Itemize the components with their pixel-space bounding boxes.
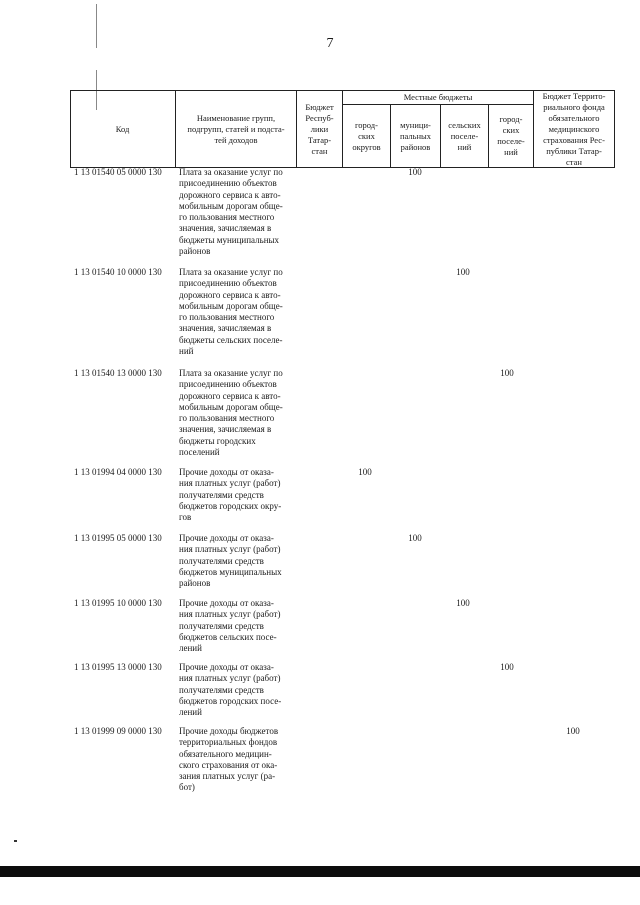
row-value: 100 (500, 368, 514, 378)
row-code: 1 13 01999 09 0000 130 (74, 726, 162, 736)
row-code: 1 13 01994 04 0000 130 (74, 467, 162, 477)
row-name: Прочие доходы бюджетов территориальных фондов обязательного медицин- ского страхования от ока- зания платных услуг (ра- бот) (179, 726, 279, 793)
header-selsk: сельских поселе- ний (448, 119, 481, 152)
row-name: Плата за оказание услуг по присоединению объектов дорожного сервиса к авто- мобильным дорогам обще- го пользования местного значения, зачисляемая в бюджеты городских поселений (179, 368, 283, 458)
row-code: 1 13 01995 13 0000 130 (74, 662, 162, 672)
row-name: Плата за оказание услуг по присоединению объектов дорожного сервиса к авто- мобильным дорогам обще- го пользования местного значения, зачисляемая в бюджеты муниципальных районов (179, 167, 283, 257)
row-value: 100 (358, 467, 372, 477)
row-code: 1 13 01540 05 0000 130 (74, 167, 162, 177)
row-value: 100 (566, 726, 580, 736)
row-value: 100 (456, 267, 470, 277)
row-name: Прочие доходы от оказа- ния платных услуг (работ) получателями средств бюджетов городских окру- гов (179, 467, 282, 523)
header-name: Наименование групп, подгрупп, статей и подста- тей доходов (187, 112, 285, 145)
header-divider (614, 90, 615, 168)
row-code: 1 13 01540 10 0000 130 (74, 267, 162, 277)
row-value: 100 (500, 662, 514, 672)
row-name: Прочие доходы от оказа- ния платных услуг (работ) получателями средств бюджетов городских посе- лений (179, 662, 282, 718)
header-budget-rt: Бюджет Респуб- лики Татар- стан (305, 101, 334, 156)
row-value: 100 (408, 533, 422, 543)
header-gorod-okrug: город- ских округов (352, 119, 381, 152)
binding-mark (96, 4, 97, 48)
header-code: Код (115, 123, 130, 134)
page-number: 7 (326, 36, 334, 51)
header-fund: Бюджет Террито- риального фонда обязательного медицинского страхования Рес- публики Татар- стан (542, 90, 606, 167)
row-code: 1 13 01995 05 0000 130 (74, 533, 162, 543)
scan-speck (14, 840, 17, 842)
scan-edge-bar (0, 866, 640, 877)
header-local-budgets: Местные бюджеты (403, 91, 473, 102)
row-code: 1 13 01540 13 0000 130 (74, 368, 162, 378)
row-value: 100 (408, 167, 422, 177)
table-header (70, 90, 615, 168)
row-name: Прочие доходы от оказа- ния платных услуг (работ) получателями средств бюджетов муниципальных районов (179, 533, 282, 589)
header-municipal: муници- пальных районов (399, 119, 432, 152)
row-name: Прочие доходы от оказа- ния платных услуг (работ) получателями средств бюджетов сельских посе- лений (179, 598, 281, 654)
header-gorod-pos: город- ских поселе- ний (497, 114, 525, 157)
row-value: 100 (456, 598, 470, 608)
row-code: 1 13 01995 10 0000 130 (74, 598, 162, 608)
row-name: Плата за оказание услуг по присоединению объектов дорожного сервиса к авто- мобильным дорогам обще- го пользования местного значения, зачисляемая в бюджеты сельских поселе- ний (179, 267, 283, 357)
